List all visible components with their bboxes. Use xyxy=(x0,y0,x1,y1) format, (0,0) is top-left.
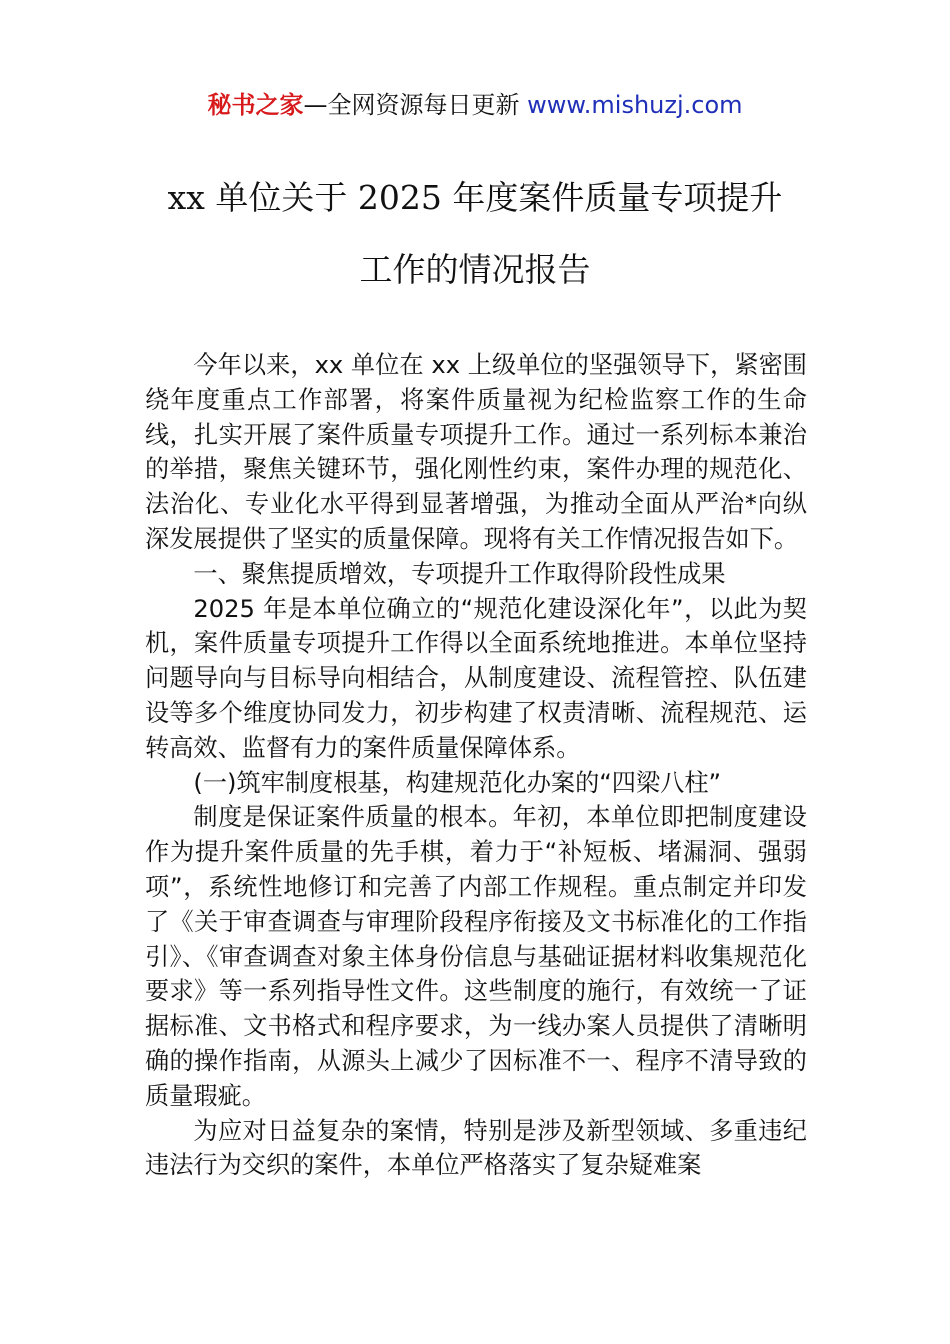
site-brand: 秘书之家 xyxy=(207,91,304,119)
paragraph-system-building: 制度是保证案件质量的根本。年初，本单位即把制度建设作为提升案件质量的先手棋，着力于“补短板、堵漏洞、强弱项”，系统性地修订和完善了内部工作规程。重点制定并印发了《关于审查调查与审理阶段程序衔接及文书标准化的工作指引》、《审查调查对象主体身份信息与基础证据材料收集规范化要求》等一系列指导性文件。这些制度的施行，有效统一了证据标准、文书格式和程序要求，为一线办案人员提供了清晰明确的操作指南，从源头上减少了因标准不一、程序不清导致的质量瑕疵。 xyxy=(145,803,807,1110)
section-heading-1: 一、聚焦提质增效，专项提升工作取得阶段性成果 xyxy=(193,559,726,588)
document-body xyxy=(145,348,807,1183)
site-url-link[interactable]: www.mishuzj.com xyxy=(527,91,743,119)
site-tagline: —全网资源每日更新 xyxy=(303,91,528,119)
title-line-2: 工作的情况报告 xyxy=(359,250,591,289)
title-line-1: xx 单位关于 2025 年度案件质量专项提升 xyxy=(167,178,783,217)
paragraph-intro: 今年以来，xx 单位在 xx 上级单位的坚强领导下，紧密围绕年度重点工作部署，将案件质量视为纪检监察工作的生命线，扎实开展了案件质量专项提升工作。通过一系列标本兼治的举措，聚焦关键环节，强化刚性约束，案件办理的规范化、法治化、专业化水平得到显著增强，为推动全面从严治*向纵深发展提供了坚实的质量保障。现将有关工作情况报告如下。 xyxy=(145,351,807,553)
document-title xyxy=(100,162,850,306)
paragraph-section-1: 2025 年是本单位确立的“规范化建设深化年”，以此为契机，案件质量专项提升工作得以全面系统地推进。本单位坚持问题导向与目标导向相结合，从制度建设、流程管控、队伍建设等多个维度协同发力，初步构建了权责清晰、流程规范、运转高效、监督有力的案件质量保障体系。 xyxy=(145,594,807,762)
site-header xyxy=(0,88,950,122)
paragraph-complex-cases: 为应对日益复杂的案情，特别是涉及新型领域、多重违纪违法行为交织的案件，本单位严格落实了复杂疑难案 xyxy=(145,1116,807,1180)
subsection-heading-1: (一)筑牢制度根基，构建规范化办案的“四梁八柱” xyxy=(193,768,722,797)
